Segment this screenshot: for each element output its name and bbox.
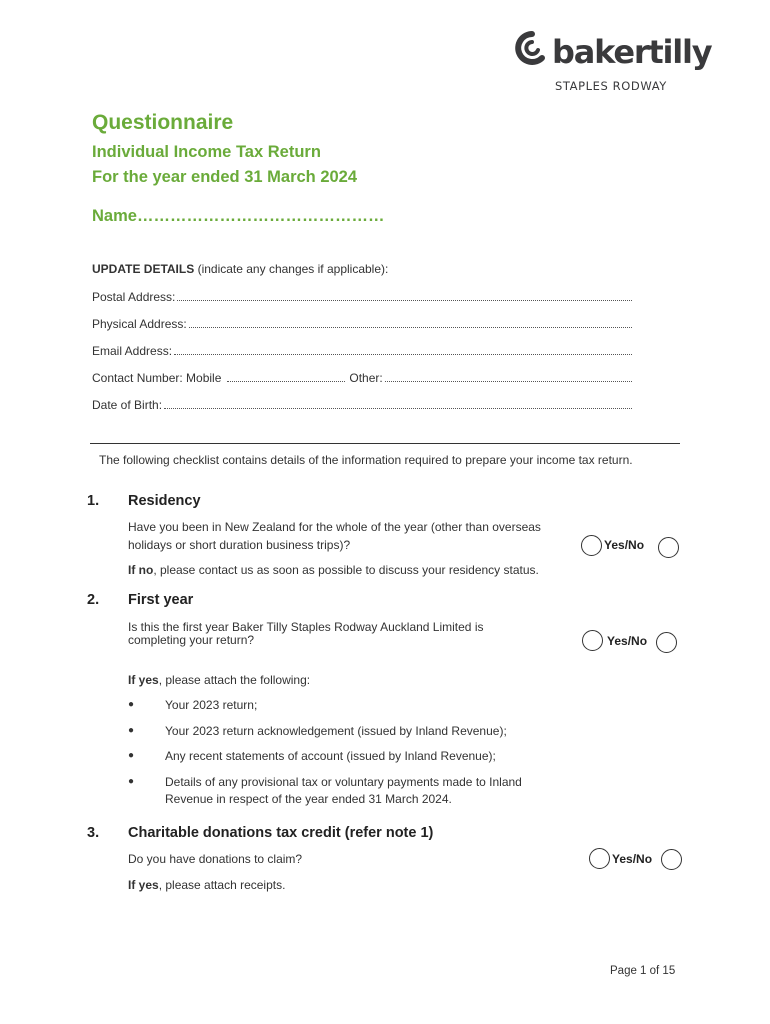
section-3-note-bold: If yes — [128, 878, 159, 892]
section-2-bullet-3: Any recent statements of account (issued by Inland Revenue); — [165, 749, 496, 763]
section-3-note — [128, 877, 285, 894]
section-1-question-line1: Have you been in New Zealand for the whole of the year (other than overseas — [128, 520, 541, 534]
bullet-dot: ● — [128, 725, 135, 736]
section-3-note-rest: , please attach receipts. — [158, 878, 286, 892]
section-1-answer-label: Yes/No — [604, 538, 645, 552]
section-2-note — [128, 672, 310, 689]
section-2-answer-label: Yes/No — [607, 634, 648, 648]
email-address-field[interactable] — [174, 343, 632, 355]
contact-other-label: Other: — [349, 371, 383, 385]
update-details-rest: (indicate any changes if applicable): — [194, 262, 389, 276]
contact-number-row[interactable] — [92, 370, 632, 386]
section-2-title: First year — [128, 592, 194, 608]
logo-subtitle: STAPLES RODWAY — [555, 79, 667, 93]
update-details-bold: UPDATE DETAILS — [92, 262, 195, 276]
page-subtitle: Individual Income Tax Return — [92, 143, 321, 161]
physical-address-field[interactable] — [189, 316, 632, 328]
year-line: For the year ended 31 March 2024 — [92, 168, 358, 186]
email-address-row[interactable] — [92, 343, 632, 359]
postal-address-label: Postal Address: — [92, 290, 176, 304]
section-2-no-radio[interactable] — [656, 632, 677, 653]
section-3-yes-radio[interactable] — [589, 848, 610, 869]
section-3-no-radio[interactable] — [661, 849, 682, 870]
section-2-bullet-4: Details of any provisional tax or voluntary payments made to Inland — [165, 775, 522, 789]
section-2-bullet-4-cont: Revenue in respect of the year ended 31 March 2024. — [165, 792, 452, 806]
section-1-note-bold: If no — [128, 563, 154, 577]
company-logo — [512, 28, 722, 94]
section-3-title: Charitable donations tax credit (refer note 1) — [128, 825, 434, 841]
section-3-question: Do you have donations to claim? — [128, 852, 303, 866]
bullet-dot: ● — [128, 699, 135, 710]
section-3-number: 3. — [87, 825, 100, 841]
date-of-birth-label: Date of Birth: — [92, 398, 163, 412]
section-1-note — [128, 562, 539, 579]
update-details-heading — [92, 262, 388, 276]
physical-address-label: Physical Address: — [92, 317, 187, 331]
section-2-number: 2. — [87, 592, 100, 608]
mobile-field[interactable] — [227, 370, 345, 382]
contact-mobile-label: Contact Number: Mobile — [92, 371, 222, 385]
section-1-yes-radio[interactable] — [581, 535, 602, 556]
section-2-note-bold: If yes — [128, 673, 159, 687]
section-2-yes-radio[interactable] — [582, 630, 603, 651]
section-2-bullet-1: Your 2023 return; — [165, 698, 258, 712]
page-title: Questionnaire — [92, 111, 234, 134]
logo-brand: bakertilly — [552, 33, 712, 71]
email-address-label: Email Address: — [92, 344, 173, 358]
baker-tilly-swirl-icon — [512, 30, 552, 66]
section-2-question-line2: completing your return? — [128, 633, 255, 647]
section-1-title: Residency — [128, 493, 201, 509]
date-of-birth-field[interactable] — [164, 397, 632, 409]
section-3-answer-label: Yes/No — [612, 852, 653, 866]
intro-text: The following checklist contains details of the information required to prepare your income tax return. — [99, 453, 633, 467]
bullet-dot: ● — [128, 776, 135, 787]
section-1-no-radio[interactable] — [658, 537, 679, 558]
page-number: Page 1 of 15 — [610, 965, 676, 977]
bullet-dot: ● — [128, 750, 135, 761]
postal-address-row[interactable] — [92, 289, 632, 305]
other-number-field[interactable] — [385, 370, 632, 382]
section-2-question-line1: Is this the first year Baker Tilly Staples Rodway Auckland Limited is — [128, 620, 484, 634]
section-1-note-rest: , please contact us as soon as possible to discuss your residency status. — [153, 563, 539, 577]
divider — [90, 443, 680, 444]
section-1-question-line2: holidays or short duration business trips)? — [128, 538, 351, 552]
section-1-number: 1. — [87, 493, 100, 509]
date-of-birth-row[interactable] — [92, 397, 632, 413]
section-2-bullet-2: Your 2023 return acknowledgement (issued by Inland Revenue); — [165, 724, 507, 738]
physical-address-row[interactable] — [92, 316, 632, 332]
section-2-note-rest: , please attach the following: — [158, 673, 311, 687]
postal-address-field[interactable] — [177, 289, 632, 301]
name-field-label: Name……………………………………… — [92, 207, 385, 225]
